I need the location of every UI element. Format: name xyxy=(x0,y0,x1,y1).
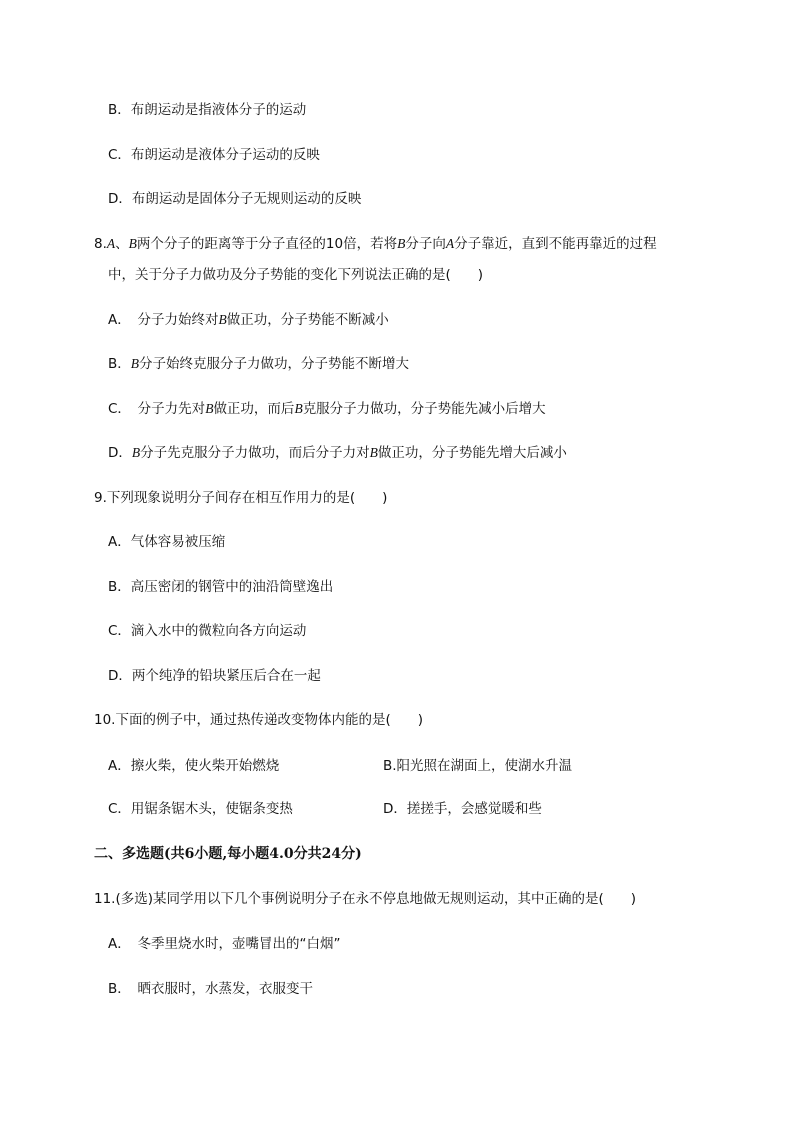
q7-option-b: B．布朗运动是指液体分子的运动 xyxy=(108,102,307,118)
q8-stem-part1: 两个分子的距离等于分子直径的10倍，若将 xyxy=(136,236,398,252)
q8-option-a xyxy=(108,311,389,329)
q10-option-b: B.阳光照在湖面上，使湖水升温 xyxy=(383,758,573,774)
q8-option-d xyxy=(108,444,567,462)
q8-number: 8. xyxy=(94,236,107,252)
q9-option-b: B．高压密闭的钢管中的油沿筒壁逸出 xyxy=(108,579,334,595)
q8-opt-c-prefix: C． 分子力先对 xyxy=(108,401,206,417)
q7-option-d: D．布朗运动是固体分子无规则运动的反映 xyxy=(108,191,362,207)
q8-stem-part3: 分子靠近，直到不能再靠近的过程 xyxy=(454,236,657,252)
q8-var-a: A xyxy=(106,236,116,251)
q8-var-b-2: B xyxy=(397,236,406,251)
q10-option-a: A．擦火柴，使火柴开始燃烧 xyxy=(108,758,280,774)
q11-option-a: A． 冬季里烧水时，壶嘴冒出的“白烟” xyxy=(108,936,341,952)
q8-sep: 、 xyxy=(115,236,129,252)
q11-stem: 11.(多选)某同学用以下几个事例说明分子在永不停息地做无规则运动，其中正确的是( ) xyxy=(94,891,637,907)
q8-opt-d-var2: B xyxy=(369,445,378,460)
q8-stem-part2: 分子向 xyxy=(405,236,446,252)
q8-opt-c-mid: 做正功，而后 xyxy=(213,401,295,417)
q7-option-c: C．布朗运动是液体分子运动的反映 xyxy=(108,147,320,163)
q8-opt-b-var: B xyxy=(130,356,140,371)
q8-opt-d-prefix: D． xyxy=(108,445,132,461)
q11-option-b: B． 晒衣服时，水蒸发，衣服变干 xyxy=(108,981,314,997)
q8-stem-line2: 中，关于分子力做功及分子势能的变化下列说法正确的是( ) xyxy=(108,267,484,283)
q8-option-c xyxy=(108,400,546,418)
q9-option-c: C．滴入水中的微粒向各方向运动 xyxy=(108,623,307,639)
q9-option-d: D．两个纯净的铅块紧压后合在一起 xyxy=(108,668,321,684)
q9-stem: 9.下列现象说明分子间存在相互作用力的是( ) xyxy=(94,490,388,506)
q8-opt-b-prefix: B． xyxy=(108,356,131,372)
q8-opt-c-suffix: 克服分子力做功，分子势能先减小后增大 xyxy=(302,401,546,417)
q8-opt-c-var1: B xyxy=(205,401,214,416)
q8-var-a-2: A xyxy=(445,236,455,251)
q8-opt-d-var1: B xyxy=(131,445,141,460)
q10-option-d: D．搓搓手，会感觉暖和些 xyxy=(383,801,542,817)
q8-stem-line1 xyxy=(94,235,657,253)
q10-option-c: C．用锯条锯木头，使锯条变热 xyxy=(108,801,293,817)
q8-opt-a-suffix: 做正功，分子势能不断减小 xyxy=(226,312,389,328)
q8-opt-b-suffix: 分子始终克服分子力做功，分子势能不断增大 xyxy=(139,356,410,372)
q8-opt-d-suffix: 做正功，分子势能先增大后减小 xyxy=(377,445,567,461)
q8-opt-d-mid: 分子先克服分子力做功，而后分子力对 xyxy=(140,445,370,461)
q8-opt-c-var2: B xyxy=(294,401,303,416)
section-title: 二、多选题(共6小题,每小题4.0分共24分) xyxy=(94,846,362,862)
q10-stem: 10.下面的例子中，通过热传递改变物体内能的是( ) xyxy=(94,712,424,728)
q8-option-b xyxy=(108,355,409,373)
q8-var-b: B xyxy=(128,236,137,251)
q8-opt-a-var: B xyxy=(218,312,227,327)
q8-opt-a-prefix: A． 分子力始终对 xyxy=(108,312,219,328)
q9-option-a: A．气体容易被压缩 xyxy=(108,534,226,550)
